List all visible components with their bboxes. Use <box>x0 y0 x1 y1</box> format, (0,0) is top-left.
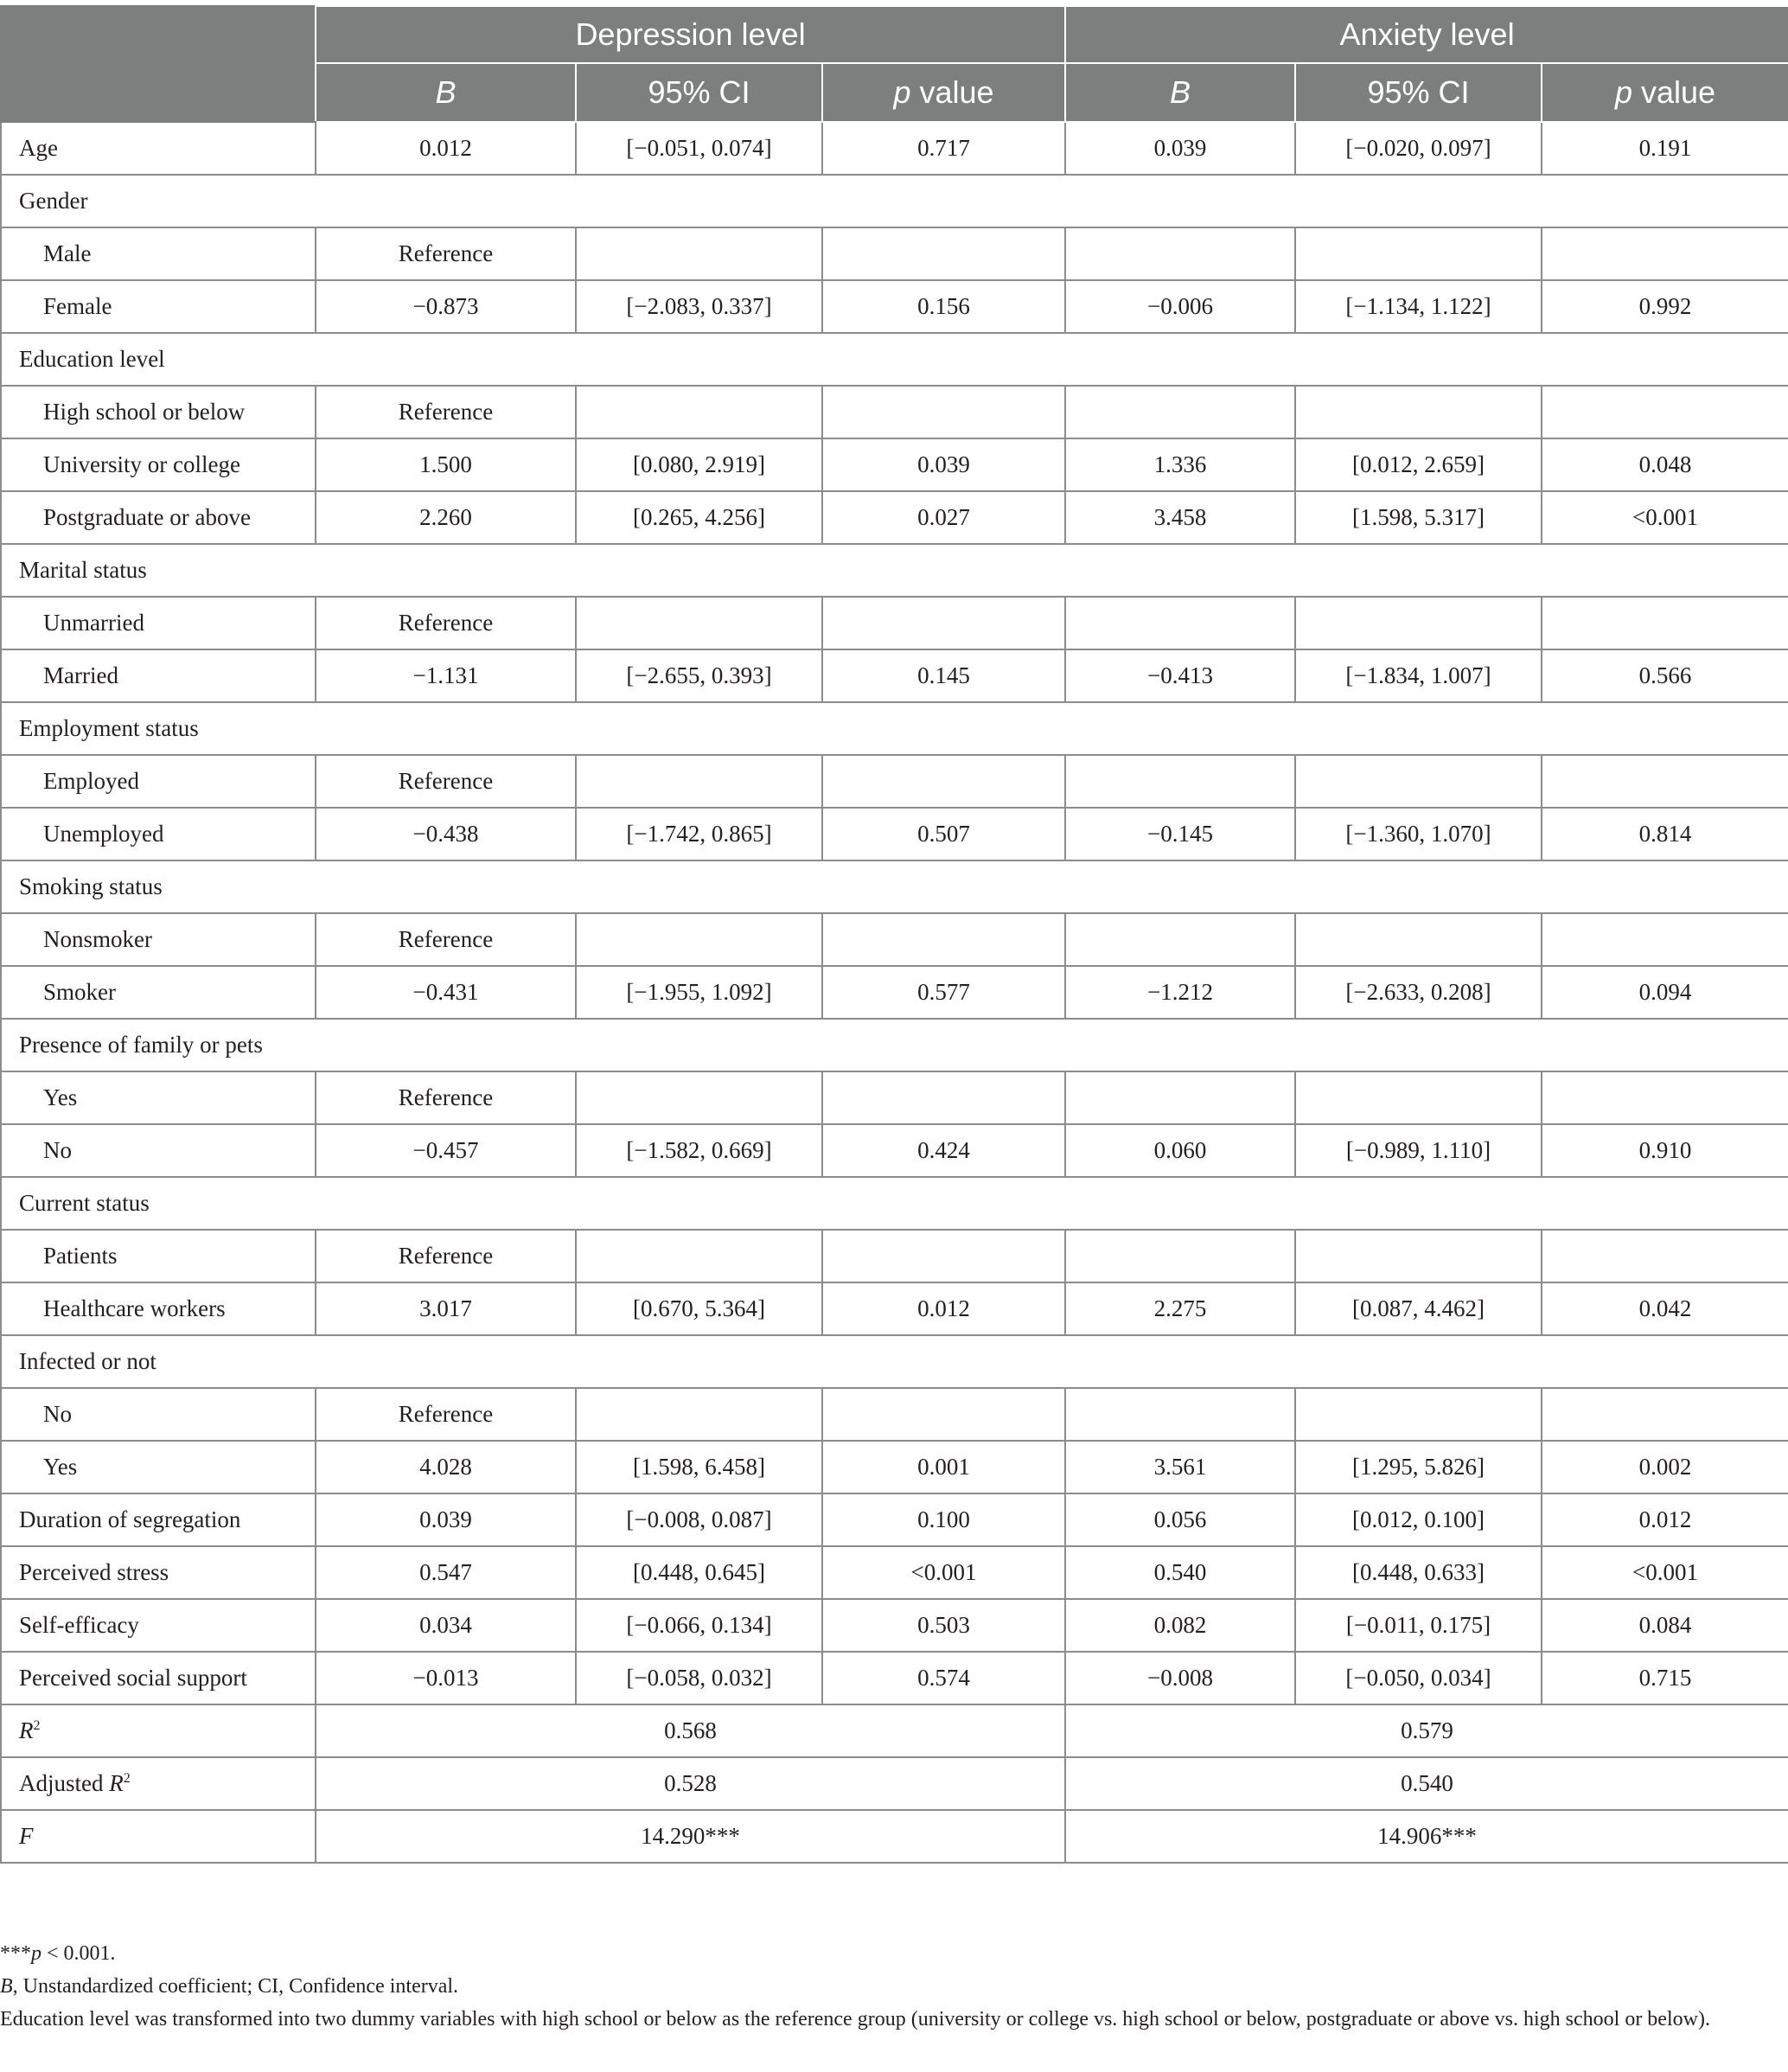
row-label: F <box>1 1810 316 1863</box>
table-row <box>1 1071 1788 1124</box>
cell-p-anxiety: <0.001 <box>1542 491 1788 544</box>
table-row-group <box>1 544 1788 597</box>
cell-ci-depression <box>576 597 822 649</box>
cell-ci-anxiety: [−1.134, 1.122] <box>1295 280 1542 333</box>
cell-ci-depression: [−0.008, 0.087] <box>576 1493 822 1546</box>
cell-b-depression: Reference <box>316 913 576 966</box>
cell-b-depression: 4.028 <box>316 1441 576 1493</box>
header-p-depression <box>822 63 1065 122</box>
row-label <box>1 1757 316 1810</box>
cell-b-anxiety: −0.413 <box>1065 649 1295 702</box>
r-symbol: R <box>109 1770 124 1796</box>
header-b-depression: B <box>316 63 576 122</box>
table-row-group <box>1 1177 1788 1230</box>
cell-b-anxiety: 2.275 <box>1065 1282 1295 1335</box>
header-p-italic: p <box>893 74 911 110</box>
cell-ci-anxiety: [−1.360, 1.070] <box>1295 808 1542 860</box>
cell-p-anxiety <box>1542 755 1788 808</box>
cell-b-anxiety: 0.039 <box>1065 122 1295 175</box>
cell-p-depression: 0.717 <box>822 122 1065 175</box>
cell-b-anxiety <box>1065 755 1295 808</box>
header-blank-cell <box>1 6 316 122</box>
regression-table <box>0 5 1788 1864</box>
cell-b-depression: −0.438 <box>316 808 576 860</box>
cell-ci-depression: [−0.058, 0.032] <box>576 1652 822 1704</box>
cell-p-depression <box>822 755 1065 808</box>
row-label: Patients <box>1 1230 316 1282</box>
cell-ci-anxiety: [0.448, 0.633] <box>1295 1546 1542 1599</box>
cell-ci-depression: [−2.655, 0.393] <box>576 649 822 702</box>
cell-ci-anxiety: [−0.989, 1.110] <box>1295 1124 1542 1177</box>
footnote-sig-rest: < 0.001. <box>42 1942 116 1965</box>
cell-p-anxiety <box>1542 1230 1788 1282</box>
cell-p-depression: 0.424 <box>822 1124 1065 1177</box>
group-label: Smoking status <box>1 860 1788 913</box>
header-ci-depression: 95% CI <box>576 63 822 122</box>
cell-ci-anxiety: [−2.633, 0.208] <box>1295 966 1542 1019</box>
table-row <box>1 1652 1788 1704</box>
footnote-p-symbol: p <box>31 1942 42 1965</box>
cell-b-depression: 0.012 <box>316 122 576 175</box>
table-body <box>1 122 1788 1863</box>
cell-b-anxiety: −0.145 <box>1065 808 1295 860</box>
cell-ci-depression <box>576 1230 822 1282</box>
cell-p-anxiety: 0.042 <box>1542 1282 1788 1335</box>
cell-b-depression: 2.260 <box>316 491 576 544</box>
table-row-group <box>1 860 1788 913</box>
cell-b-depression: 0.039 <box>316 1493 576 1546</box>
cell-p-depression: <0.001 <box>822 1546 1065 1599</box>
cell-ci-anxiety <box>1295 1071 1542 1124</box>
table-footnotes <box>0 1937 1764 2036</box>
cell-p-depression: 0.577 <box>822 966 1065 1019</box>
r-symbol: R <box>19 1717 34 1743</box>
cell-ci-depression: [0.670, 5.364] <box>576 1282 822 1335</box>
cell-p-anxiety: 0.910 <box>1542 1124 1788 1177</box>
table-row <box>1 386 1788 438</box>
cell-b-anxiety <box>1065 913 1295 966</box>
table-row <box>1 280 1788 333</box>
cell-p-anxiety: 0.094 <box>1542 966 1788 1019</box>
cell-ci-anxiety: [−0.050, 0.034] <box>1295 1652 1542 1704</box>
table-row <box>1 597 1788 649</box>
cell-ci-anxiety <box>1295 227 1542 280</box>
cell-ci-anxiety: [−0.011, 0.175] <box>1295 1599 1542 1652</box>
header-group-row <box>1 6 1788 63</box>
cell-p-anxiety <box>1542 227 1788 280</box>
cell-p-anxiety: 0.002 <box>1542 1441 1788 1493</box>
cell-p-anxiety: 0.084 <box>1542 1599 1788 1652</box>
cell-b-anxiety: −0.006 <box>1065 280 1295 333</box>
row-label: Perceived social support <box>1 1652 316 1704</box>
footnote-significance <box>0 1937 1764 1970</box>
cell-p-depression: 0.574 <box>822 1652 1065 1704</box>
cell-p-anxiety <box>1542 1071 1788 1124</box>
cell-ci-depression: [−1.582, 0.669] <box>576 1124 822 1177</box>
cell-ci-depression <box>576 755 822 808</box>
superscript-2: 2 <box>123 1771 131 1786</box>
cell-ci-depression: [0.265, 4.256] <box>576 491 822 544</box>
row-label: Self-efficacy <box>1 1599 316 1652</box>
r2-depression: 0.568 <box>316 1704 1065 1757</box>
cell-p-anxiety: <0.001 <box>1542 1546 1788 1599</box>
cell-p-depression <box>822 597 1065 649</box>
table-row <box>1 966 1788 1019</box>
table-row-group <box>1 1019 1788 1071</box>
cell-p-anxiety: 0.814 <box>1542 808 1788 860</box>
row-label: Smoker <box>1 966 316 1019</box>
cell-b-anxiety <box>1065 386 1295 438</box>
cell-ci-anxiety <box>1295 597 1542 649</box>
table-row-group <box>1 175 1788 227</box>
cell-b-anxiety: 0.540 <box>1065 1546 1295 1599</box>
cell-ci-anxiety: [1.295, 5.826] <box>1295 1441 1542 1493</box>
cell-b-anxiety: 1.336 <box>1065 438 1295 491</box>
summary-row-f <box>1 1810 1788 1863</box>
row-label: High school or below <box>1 386 316 438</box>
row-label: Age <box>1 122 316 175</box>
header-p-anxiety <box>1542 63 1788 122</box>
table-row <box>1 1493 1788 1546</box>
cell-ci-anxiety <box>1295 1388 1542 1441</box>
row-label: Unemployed <box>1 808 316 860</box>
header-b-anxiety: B <box>1065 63 1295 122</box>
cell-b-anxiety: −0.008 <box>1065 1652 1295 1704</box>
cell-p-depression: 0.503 <box>822 1599 1065 1652</box>
f-depression: 14.290*** <box>316 1810 1065 1863</box>
table-row <box>1 755 1788 808</box>
header-depression-level: Depression level <box>316 6 1065 63</box>
cell-ci-depression: [1.598, 6.458] <box>576 1441 822 1493</box>
cell-ci-depression <box>576 1388 822 1441</box>
row-label: Postgraduate or above <box>1 491 316 544</box>
cell-b-depression: 0.547 <box>316 1546 576 1599</box>
cell-b-depression: −0.431 <box>316 966 576 1019</box>
cell-ci-depression: [−0.051, 0.074] <box>576 122 822 175</box>
cell-b-anxiety: 0.082 <box>1065 1599 1295 1652</box>
cell-p-depression: 0.001 <box>822 1441 1065 1493</box>
cell-p-anxiety: 0.048 <box>1542 438 1788 491</box>
cell-b-anxiety: 3.458 <box>1065 491 1295 544</box>
cell-b-anxiety: 0.060 <box>1065 1124 1295 1177</box>
row-label: No <box>1 1124 316 1177</box>
header-anxiety-level: Anxiety level <box>1065 6 1788 63</box>
cell-p-depression <box>822 1230 1065 1282</box>
row-label: Male <box>1 227 316 280</box>
cell-p-depression <box>822 1071 1065 1124</box>
table-row <box>1 1230 1788 1282</box>
cell-b-depression: 3.017 <box>316 1282 576 1335</box>
cell-b-depression: Reference <box>316 227 576 280</box>
group-label: Employment status <box>1 702 1788 755</box>
header-p-italic: p <box>1614 74 1632 110</box>
table-row <box>1 1546 1788 1599</box>
row-label: Unmarried <box>1 597 316 649</box>
cell-p-depression: 0.156 <box>822 280 1065 333</box>
cell-p-anxiety: 0.992 <box>1542 280 1788 333</box>
group-label: Marital status <box>1 544 1788 597</box>
cell-p-depression: 0.100 <box>822 1493 1065 1546</box>
footnote-stars: *** <box>0 1942 31 1965</box>
cell-b-anxiety: 3.561 <box>1065 1441 1295 1493</box>
footnote-b-symbol: B <box>0 1975 13 1998</box>
header-p-rest: value <box>1632 74 1716 110</box>
cell-ci-depression: [0.448, 0.645] <box>576 1546 822 1599</box>
row-label: Perceived stress <box>1 1546 316 1599</box>
cell-ci-anxiety: [1.598, 5.317] <box>1295 491 1542 544</box>
table-row <box>1 1441 1788 1493</box>
cell-ci-depression <box>576 913 822 966</box>
cell-p-anxiety <box>1542 597 1788 649</box>
table-row <box>1 808 1788 860</box>
cell-p-anxiety: 0.012 <box>1542 1493 1788 1546</box>
group-label: Infected or not <box>1 1335 1788 1388</box>
cell-b-depression: Reference <box>316 386 576 438</box>
table-row-group <box>1 702 1788 755</box>
cell-p-depression <box>822 227 1065 280</box>
table-row <box>1 438 1788 491</box>
r2-anxiety: 0.579 <box>1065 1704 1788 1757</box>
cell-p-anxiety: 0.715 <box>1542 1652 1788 1704</box>
regression-table-container <box>0 5 1788 1864</box>
cell-b-depression: Reference <box>316 1071 576 1124</box>
cell-b-anxiety <box>1065 1071 1295 1124</box>
row-label: Employed <box>1 755 316 808</box>
header-ci-anxiety: 95% CI <box>1295 63 1542 122</box>
table-row-group <box>1 333 1788 386</box>
row-label: No <box>1 1388 316 1441</box>
cell-ci-depression: [−0.066, 0.134] <box>576 1599 822 1652</box>
cell-b-anxiety: 0.056 <box>1065 1493 1295 1546</box>
table-row <box>1 122 1788 175</box>
cell-p-depression <box>822 1388 1065 1441</box>
cell-ci-depression: [0.080, 2.919] <box>576 438 822 491</box>
header-p-rest: value <box>910 74 994 110</box>
cell-ci-anxiety: [0.012, 2.659] <box>1295 438 1542 491</box>
table-row <box>1 1599 1788 1652</box>
table-row <box>1 1124 1788 1177</box>
cell-ci-anxiety: [−1.834, 1.007] <box>1295 649 1542 702</box>
row-label: Yes <box>1 1071 316 1124</box>
cell-p-anxiety <box>1542 913 1788 966</box>
cell-ci-depression: [−1.955, 1.092] <box>576 966 822 1019</box>
table-row <box>1 913 1788 966</box>
cell-b-anxiety <box>1065 597 1295 649</box>
table-row <box>1 649 1788 702</box>
table-header <box>1 6 1788 122</box>
cell-b-anxiety: −1.212 <box>1065 966 1295 1019</box>
cell-p-anxiety <box>1542 1388 1788 1441</box>
adjusted-r2-anxiety: 0.540 <box>1065 1757 1788 1810</box>
footnote-abbreviations <box>0 1970 1764 2003</box>
cell-ci-depression <box>576 1071 822 1124</box>
group-label: Gender <box>1 175 1788 227</box>
cell-ci-anxiety <box>1295 386 1542 438</box>
cell-ci-depression <box>576 227 822 280</box>
cell-p-anxiety <box>1542 386 1788 438</box>
row-label: Married <box>1 649 316 702</box>
cell-b-anxiety <box>1065 227 1295 280</box>
cell-p-depression <box>822 913 1065 966</box>
footnote-abbrev-rest: , Unstandardized coefficient; CI, Confidence interval. <box>12 1975 459 1998</box>
cell-p-depression: 0.012 <box>822 1282 1065 1335</box>
row-label: Nonsmoker <box>1 913 316 966</box>
table-row <box>1 1282 1788 1335</box>
cell-p-anxiety: 0.566 <box>1542 649 1788 702</box>
footnote-education: Education level was transformed into two dummy variables with high school or below as the reference group (university or college vs. high school or below, postgraduate or above vs. high school or below). <box>0 2008 1710 2030</box>
group-label: Current status <box>1 1177 1788 1230</box>
cell-p-depression <box>822 386 1065 438</box>
cell-ci-anxiety <box>1295 755 1542 808</box>
cell-b-anxiety <box>1065 1230 1295 1282</box>
cell-b-depression: −0.013 <box>316 1652 576 1704</box>
cell-p-depression: 0.145 <box>822 649 1065 702</box>
f-anxiety: 14.906*** <box>1065 1810 1788 1863</box>
group-label: Presence of family or pets <box>1 1019 1788 1071</box>
row-label: Yes <box>1 1441 316 1493</box>
cell-p-anxiety: 0.191 <box>1542 122 1788 175</box>
cell-ci-anxiety: [−0.020, 0.097] <box>1295 122 1542 175</box>
table-row <box>1 491 1788 544</box>
row-label: Healthcare workers <box>1 1282 316 1335</box>
adjusted-prefix: Adjusted <box>19 1770 110 1796</box>
cell-ci-anxiety <box>1295 913 1542 966</box>
row-label: Female <box>1 280 316 333</box>
cell-b-depression: Reference <box>316 755 576 808</box>
cell-b-depression: −0.457 <box>316 1124 576 1177</box>
cell-ci-anxiety <box>1295 1230 1542 1282</box>
summary-row-r2 <box>1 1704 1788 1757</box>
cell-b-depression: 0.034 <box>316 1599 576 1652</box>
cell-ci-anxiety: [0.087, 4.462] <box>1295 1282 1542 1335</box>
cell-b-anxiety <box>1065 1388 1295 1441</box>
cell-ci-depression: [−2.083, 0.337] <box>576 280 822 333</box>
cell-ci-depression <box>576 386 822 438</box>
row-label: University or college <box>1 438 316 491</box>
table-row-group <box>1 1335 1788 1388</box>
cell-p-depression: 0.027 <box>822 491 1065 544</box>
adjusted-r2-depression: 0.528 <box>316 1757 1065 1810</box>
table-row <box>1 1388 1788 1441</box>
group-label: Education level <box>1 333 1788 386</box>
cell-b-depression: −0.873 <box>316 280 576 333</box>
cell-b-depression: Reference <box>316 597 576 649</box>
cell-ci-depression: [−1.742, 0.865] <box>576 808 822 860</box>
cell-b-depression: Reference <box>316 1230 576 1282</box>
table-row <box>1 227 1788 280</box>
cell-p-depression: 0.507 <box>822 808 1065 860</box>
summary-row-adjusted-r2 <box>1 1757 1788 1810</box>
cell-b-depression: Reference <box>316 1388 576 1441</box>
row-label: Duration of segregation <box>1 1493 316 1546</box>
cell-b-depression: 1.500 <box>316 438 576 491</box>
row-label <box>1 1704 316 1757</box>
superscript-2: 2 <box>33 1718 41 1733</box>
cell-p-depression: 0.039 <box>822 438 1065 491</box>
cell-b-depression: −1.131 <box>316 649 576 702</box>
cell-ci-anxiety: [0.012, 0.100] <box>1295 1493 1542 1546</box>
